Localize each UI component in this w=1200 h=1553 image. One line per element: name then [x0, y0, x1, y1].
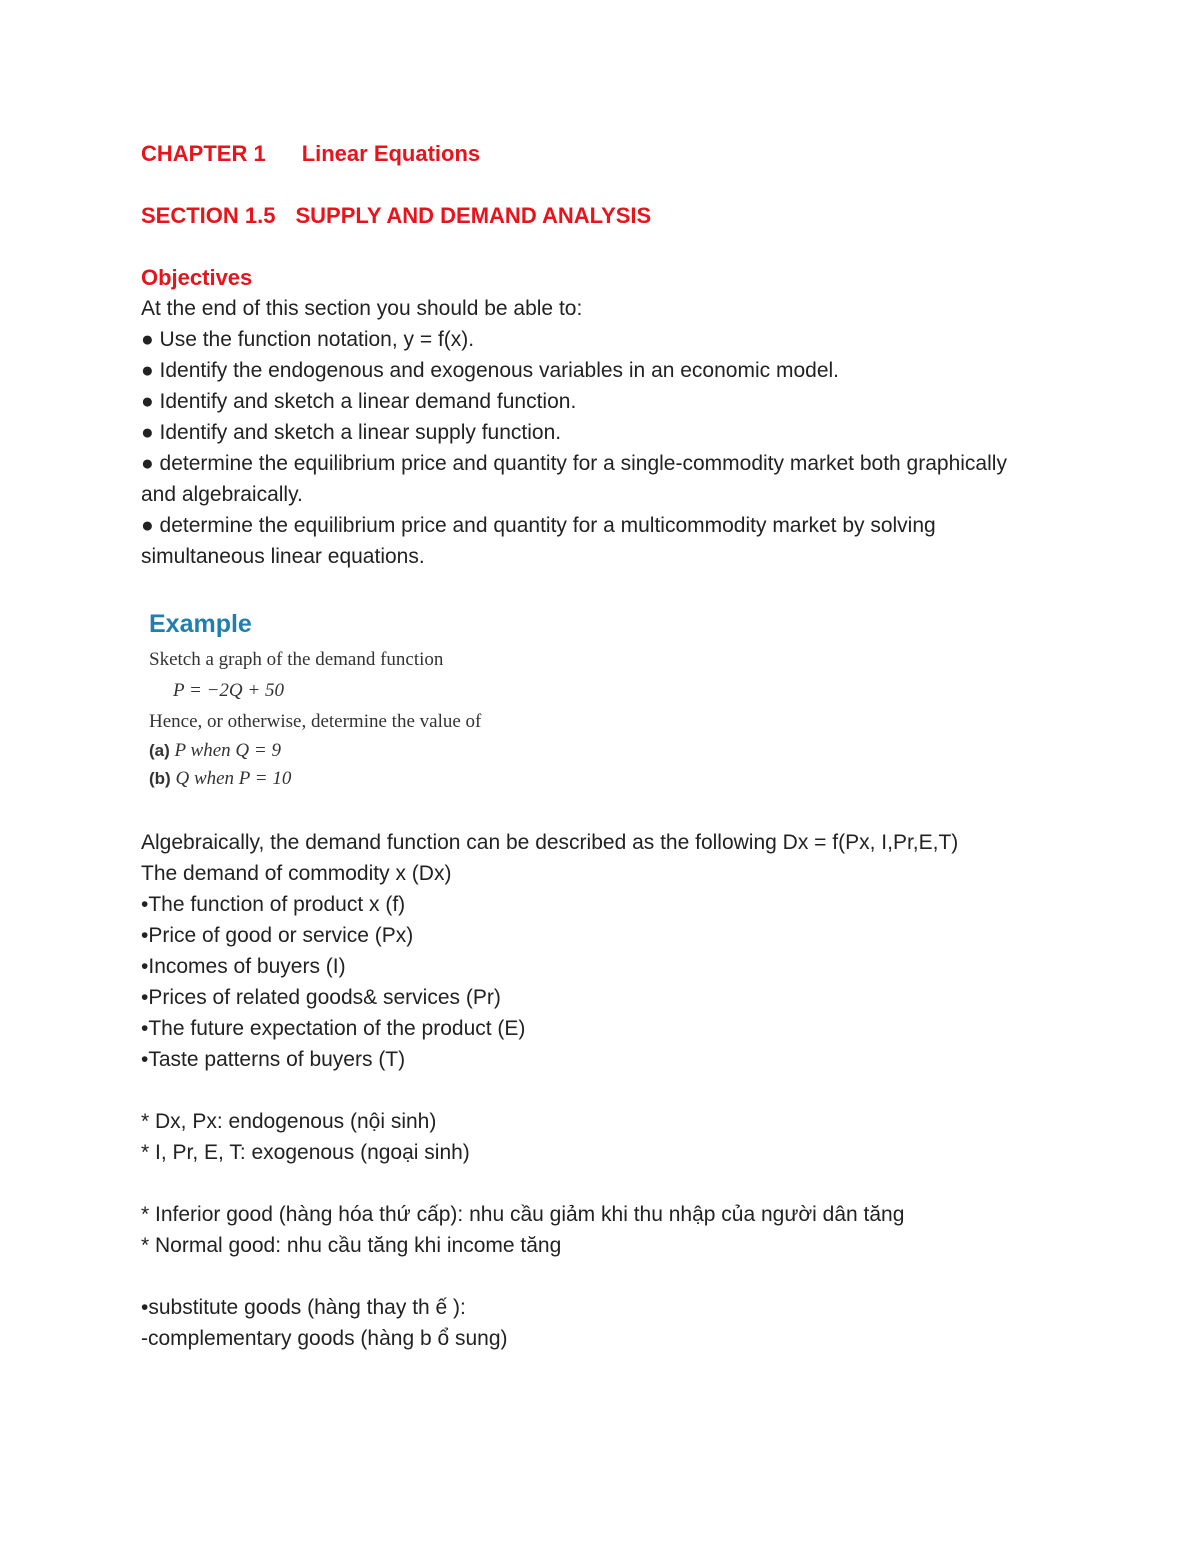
bullet-icon: ● — [141, 390, 154, 413]
example-followup: Hence, or otherwise, determine the value of — [149, 711, 482, 732]
example-part-a: (a) P when Q = 9 — [149, 740, 281, 761]
bullet-icon: • — [141, 893, 149, 916]
objective-item: ● Identify and sketch a linear supply function. — [141, 421, 562, 444]
part-label: (a) — [149, 741, 170, 760]
note-normal-good: * Normal good: nhu cầu tăng khi income tăng — [141, 1234, 562, 1257]
chapter-heading — [141, 138, 1101, 169]
demand-factor: •Price of good or service (Px) — [141, 924, 414, 947]
chapter-label: CHAPTER 1 — [141, 141, 266, 166]
demand-subtitle: The demand of commodity x (Dx) — [141, 862, 452, 885]
demand-factor: •Prices of related goods& services (Pr) — [141, 986, 501, 1009]
note-complementary-goods: -complementary goods (hàng b ổ sung) — [141, 1327, 508, 1350]
objective-item: ● Identify the endogenous and exogenous variables in an economic model. — [141, 359, 839, 382]
bullet-icon: • — [141, 1017, 149, 1040]
bullet-icon: ● — [141, 452, 154, 475]
example-part-b: (b) Q when P = 10 — [149, 768, 292, 789]
objective-item: ● determine the equilibrium price and quantity for a multicommodity market by solving simultaneous linear equations. — [141, 514, 936, 568]
demand-factor: •The future expectation of the product (E) — [141, 1017, 526, 1040]
example-prompt: Sketch a graph of the demand function — [149, 649, 444, 670]
bullet-icon: • — [141, 986, 149, 1009]
section-title: SUPPLY AND DEMAND ANALYSIS — [295, 203, 652, 228]
bullet-icon: ● — [141, 328, 154, 351]
objective-item: ● determine the equilibrium price and quantity for a single-commodity market both graphically and algebraically. — [141, 452, 1007, 506]
section-heading — [141, 200, 1101, 231]
section-label: SECTION 1.5 — [141, 203, 276, 228]
objective-item: ● Identify and sketch a linear demand function. — [141, 390, 577, 413]
demand-intro: Algebraically, the demand function can be described as the following Dx = f(Px, I,Pr,E,T) — [141, 831, 959, 854]
note-endogenous: * Dx, Px: endogenous (nội sinh) — [141, 1110, 437, 1133]
objectives-intro: At the end of this section you should be able to: — [141, 297, 583, 320]
bullet-icon: • — [141, 1048, 149, 1071]
bullet-icon: • — [141, 924, 149, 947]
example-equation: P = −2Q + 50 — [173, 680, 284, 701]
objective-item: ● Use the function notation, y = f(x). — [141, 328, 475, 351]
note-exogenous: * I, Pr, E, T: exogenous (ngoại sinh) — [141, 1141, 470, 1164]
note-inferior-good: * Inferior good (hàng hóa thứ cấp): nhu cầu giảm khi thu nhập của người dân tăng — [141, 1203, 905, 1226]
demand-factor: •Incomes of buyers (I) — [141, 955, 346, 978]
part-label: (b) — [149, 769, 171, 788]
objectives-heading: Objectives — [141, 265, 253, 290]
example-title: Example — [149, 610, 252, 638]
note-substitute-goods: •substitute goods (hàng thay th ế ): — [141, 1296, 466, 1319]
demand-factor: •Taste patterns of buyers (T) — [141, 1048, 406, 1071]
objectives-list — [141, 324, 1101, 572]
document-page — [141, 138, 1101, 1354]
demand-factors-list — [141, 889, 1101, 1075]
bullet-icon: ● — [141, 359, 154, 382]
demand-factor: •The function of product x (f) — [141, 893, 406, 916]
example-figure — [149, 604, 1101, 793]
bullet-icon: • — [141, 955, 149, 978]
bullet-icon: ● — [141, 421, 154, 444]
bullet-icon: ● — [141, 514, 154, 537]
chapter-title: Linear Equations — [301, 141, 481, 166]
